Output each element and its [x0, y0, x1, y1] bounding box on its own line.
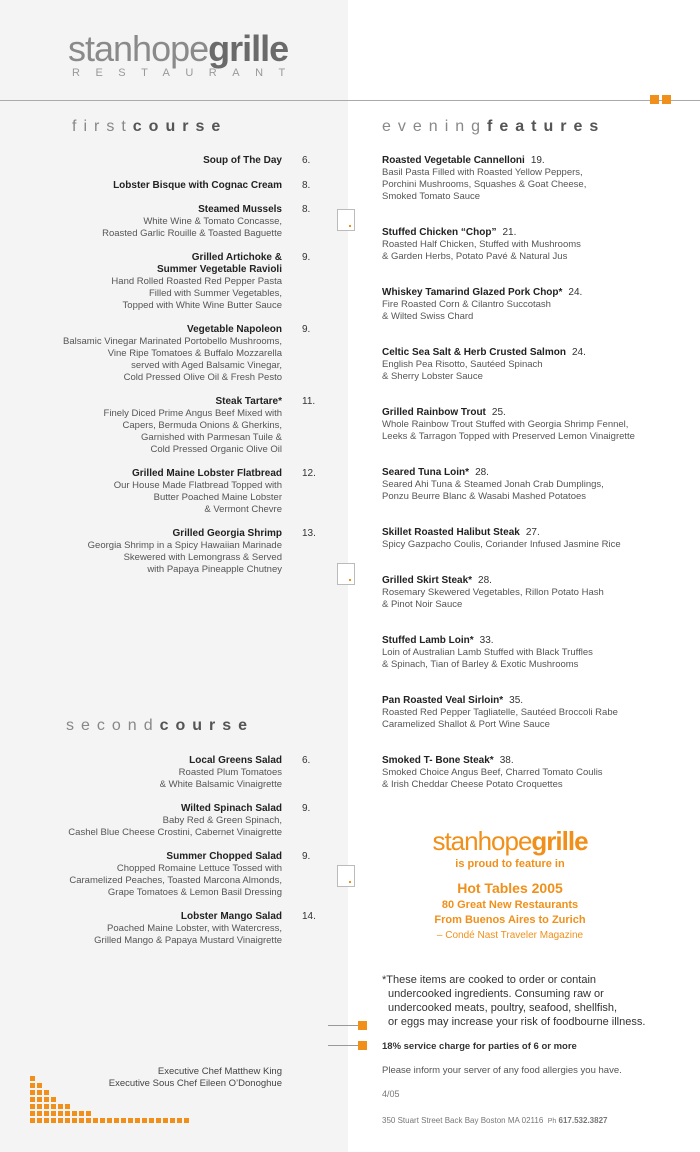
- bar-square-icon: [30, 1083, 35, 1088]
- item-name: Grilled Skirt Steak*: [382, 575, 473, 586]
- menu-item: [0, 755, 282, 791]
- second-course-heading: secondcourse: [66, 717, 255, 734]
- item-description: Balsamic Vinegar Marinated Portobello Mushrooms,: [63, 336, 282, 347]
- promo-source: – Condé Nast Traveler Magazine: [436, 930, 584, 941]
- item-title-line: [382, 287, 682, 299]
- item-price: 28.: [475, 467, 489, 478]
- item-price: 11.: [302, 396, 316, 407]
- item-description: with Papaya Pineapple Chutney: [147, 564, 282, 575]
- item-name: Summer Vegetable Ravioli: [156, 264, 282, 275]
- bar-square-icon: [177, 1118, 182, 1123]
- bar-square-icon: [86, 1118, 91, 1123]
- item-description: Finely Diced Prime Angus Beef Mixed with: [103, 408, 282, 419]
- item-name: Steak Tartare*: [215, 396, 282, 407]
- menu-item: [0, 396, 282, 456]
- feature-item: [382, 635, 682, 671]
- menu-item: [0, 528, 282, 576]
- bar-square-icon: [114, 1118, 119, 1123]
- item-description: Georgia Shrimp in a Spicy Hawaiian Marinade: [87, 540, 282, 551]
- item-name: Roasted Vegetable Cannelloni: [382, 155, 525, 166]
- item-title-line: [382, 155, 682, 167]
- executive-chef: Executive Chef Matthew King: [157, 1066, 282, 1077]
- item-description: Cold Pressed Organic Olive Oil: [150, 444, 282, 455]
- bar-square-icon: [30, 1097, 35, 1102]
- item-name: Vegetable Napoleon: [186, 324, 282, 335]
- promo-brand: stanhopegrille: [432, 826, 588, 856]
- bar-square-icon: [135, 1118, 140, 1123]
- item-price: 9.: [302, 851, 311, 862]
- item-price: 33.: [479, 635, 494, 646]
- item-description: Baby Red & Green Spinach,: [162, 815, 282, 826]
- item-name: Steamed Mussels: [198, 204, 282, 215]
- menu-item: [0, 911, 282, 947]
- menu-item: [0, 204, 282, 240]
- bar-square-icon: [30, 1104, 35, 1109]
- item-description: Basil Pasta Filled with Roasted Yellow Peppers,: [382, 167, 583, 178]
- bar-square-icon: [44, 1104, 49, 1109]
- item-name: Seared Tuna Loin*: [382, 467, 470, 478]
- feature-item: [382, 227, 682, 263]
- bar-square-icon: [37, 1118, 42, 1123]
- menu-item: [0, 324, 282, 384]
- item-description: & Sherry Lobster Sauce: [382, 371, 483, 382]
- feature-item: [382, 527, 682, 551]
- item-description: Hand Rolled Roasted Red Pepper Pasta: [111, 276, 282, 287]
- item-description: & Wilted Swiss Chard: [382, 311, 474, 322]
- bar-square-icon: [37, 1104, 42, 1109]
- item-name: Pan Roasted Veal Sirloin*: [382, 695, 504, 706]
- item-price: 14.: [302, 911, 316, 922]
- bar-square-icon: [30, 1118, 35, 1123]
- item-description: Garnished with Parmesan Tuile &: [141, 432, 282, 443]
- item-title-line: [382, 467, 682, 479]
- item-description: Loin of Australian Lamb Stuffed with Black Truffles: [382, 647, 593, 658]
- item-price: 8.: [302, 204, 311, 215]
- bar-square-icon: [37, 1097, 42, 1102]
- bar-square-icon: [37, 1090, 42, 1095]
- bar-square-icon: [72, 1111, 77, 1116]
- bar-square-icon: [100, 1118, 105, 1123]
- accent-line: [328, 1025, 358, 1026]
- item-price: 27.: [525, 527, 540, 538]
- item-description: Chopped Romaine Lettuce Tossed with: [116, 863, 282, 874]
- item-name: Stuffed Lamb Loin*: [382, 635, 474, 646]
- bar-square-icon: [65, 1104, 70, 1109]
- item-description: Smoked Tomato Sauce: [382, 191, 481, 202]
- accent-square-icon: [662, 95, 671, 104]
- bar-square-icon: [184, 1118, 189, 1123]
- bar-square-icon: [142, 1118, 147, 1123]
- allergy-note: Please inform your server of any food allergies you have.: [382, 1065, 622, 1076]
- brand-subtitle: RESTAURANT: [72, 67, 301, 79]
- bar-square-icon: [121, 1118, 126, 1123]
- first-course-heading: firstcourse: [72, 118, 228, 135]
- item-description: & Irish Cheddar Cheese Potato Croquettes: [382, 779, 563, 790]
- item-description: & Vermont Chevre: [204, 504, 282, 515]
- bar-square-icon: [44, 1118, 49, 1123]
- item-description: Roasted Red Pepper Tagliatelle, Sautéed Broccoli Rabe: [382, 707, 618, 718]
- feature-item: [382, 347, 682, 383]
- item-name: Skillet Roasted Halibut Steak: [382, 527, 520, 538]
- item-price: 13.: [302, 528, 316, 539]
- item-description: Caramelized Shallot & Port Wine Sauce: [382, 719, 550, 730]
- address: 350 Stuart Street Back Bay Boston MA 02116 Ph 617.532.3827: [382, 1116, 608, 1125]
- bar-square-icon: [65, 1111, 70, 1116]
- bar-square-icon: [44, 1090, 49, 1095]
- accent-square-icon: [358, 1041, 367, 1050]
- service-charge-note: 18% service charge for parties of 6 or more: [382, 1041, 577, 1052]
- item-description: White Wine & Tomato Concasse,: [143, 216, 282, 227]
- item-name: Grilled Georgia Shrimp: [172, 528, 282, 539]
- item-description: Grilled Mango & Papaya Mustard Vinaigrette: [94, 935, 282, 946]
- promo-line: is proud to feature in: [455, 858, 565, 870]
- marker-box: [337, 563, 355, 585]
- item-price: 24.: [568, 287, 583, 298]
- item-name: Wilted Spinach Salad: [180, 803, 282, 814]
- accent-line: [328, 1045, 358, 1046]
- warning-line: or eggs may increase your risk of foodbourne illness.: [388, 1016, 646, 1028]
- feature-item: [382, 755, 682, 791]
- item-description: Our House Made Flatbread Topped with: [113, 480, 282, 491]
- item-description: Filled with Summer Vegetables,: [148, 288, 282, 299]
- item-price: 12.: [302, 468, 316, 479]
- bar-square-icon: [58, 1118, 63, 1123]
- warning-line: *These items are cooked to order or contain: [382, 974, 597, 986]
- item-description: & White Balsamic Vinaigrette: [159, 779, 282, 790]
- item-description: Spicy Gazpacho Coulis, Coriander Infused Jasmine Rice: [382, 539, 621, 550]
- raw-food-warning: [382, 973, 682, 1029]
- bar-square-icon: [149, 1118, 154, 1123]
- left-panel: [0, 0, 348, 1152]
- item-description: Roasted Garlic Rouille & Toasted Baguette: [102, 228, 282, 239]
- bar-square-icon: [58, 1104, 63, 1109]
- marker-box: [337, 865, 355, 887]
- bar-square-icon: [107, 1118, 112, 1123]
- item-description: served with Aged Balsamic Vinegar,: [131, 360, 282, 371]
- marker-box: [337, 209, 355, 231]
- menu-item: [0, 803, 282, 839]
- evening-features-heading: eveningfeatures: [382, 118, 606, 135]
- feature-item: [382, 575, 682, 611]
- item-title-line: [382, 347, 682, 359]
- item-title-line: [382, 527, 682, 539]
- item-price: 25.: [491, 407, 506, 418]
- item-description: Poached Maine Lobster, with Watercress,: [107, 923, 282, 934]
- sous-chef: Executive Sous Chef Eileen O’Donoghue: [108, 1078, 282, 1089]
- item-name: Local Greens Salad: [189, 755, 282, 766]
- item-name: Lobster Bisque with Cognac Cream: [113, 180, 282, 191]
- item-description: Cashel Blue Cheese Crostini, Cabernet Vinaigrette: [68, 827, 282, 838]
- bar-square-icon: [72, 1118, 77, 1123]
- item-title-line: [382, 575, 682, 587]
- item-name: Whiskey Tamarind Glazed Pork Chop*: [382, 287, 563, 298]
- item-price: 6.: [302, 155, 311, 166]
- menu-item: [0, 468, 282, 516]
- menu-item: [0, 252, 282, 312]
- feature-item: [382, 695, 682, 731]
- feature-item: [382, 287, 682, 323]
- bar-square-icon: [30, 1076, 35, 1081]
- bar-square-icon: [58, 1111, 63, 1116]
- item-description: Porchini Mushrooms, Squashes & Goat Cheese,: [382, 179, 587, 190]
- brand-logo: stanhopegrille: [68, 28, 289, 69]
- item-name: Soup of The Day: [203, 155, 282, 166]
- bar-square-icon: [163, 1118, 168, 1123]
- accent-square-icon: [358, 1021, 367, 1030]
- item-description: Cold Pressed Olive Oil & Fresh Pesto: [123, 372, 282, 383]
- item-price: 9.: [302, 324, 311, 335]
- promo-title: Hot Tables 2005: [457, 880, 563, 896]
- item-price: 6.: [302, 755, 311, 766]
- item-price: 24.: [571, 347, 586, 358]
- item-price: 35.: [509, 695, 524, 706]
- warning-line: undercooked ingredients. Consuming raw or: [388, 988, 604, 1000]
- bar-square-icon: [51, 1111, 56, 1116]
- hot-tables-promo: [400, 826, 620, 941]
- bar-square-icon: [44, 1111, 49, 1116]
- item-description: Caramelized Peaches, Toasted Marcona Almonds,: [69, 875, 282, 886]
- item-description: Leeks & Tarragon Topped with Preserved Lemon Vinaigrette: [382, 431, 635, 442]
- feature-item: [382, 467, 682, 503]
- bar-square-icon: [30, 1111, 35, 1116]
- accent-square-icon: [650, 95, 659, 104]
- bar-square-icon: [51, 1104, 56, 1109]
- item-price: 38.: [499, 755, 514, 766]
- item-description: Butter Poached Maine Lobster: [153, 492, 282, 503]
- item-price: 9.: [302, 803, 311, 814]
- item-title-line: [382, 407, 682, 419]
- item-price: 28.: [478, 575, 492, 586]
- item-description: & Spinach, Tian of Barley & Exotic Mushrooms: [382, 659, 579, 670]
- item-description: Fire Roasted Corn & Cilantro Succotash: [382, 299, 551, 310]
- bar-square-icon: [44, 1097, 49, 1102]
- feature-item: [382, 407, 682, 443]
- bar-square-icon: [93, 1118, 98, 1123]
- item-description: Roasted Plum Tomatoes: [178, 767, 282, 778]
- item-description: Skewered with Lemongrass & Served: [123, 552, 282, 563]
- item-description: Topped with White Wine Butter Sauce: [122, 300, 282, 311]
- item-description: English Pea Risotto, Sautéed Spinach: [382, 359, 543, 370]
- bar-square-icon: [128, 1118, 133, 1123]
- bar-square-icon: [37, 1083, 42, 1088]
- item-name: Smoked T- Bone Steak*: [382, 755, 494, 766]
- item-title-line: [382, 635, 682, 647]
- item-name: Celtic Sea Salt & Herb Crusted Salmon: [382, 347, 566, 358]
- menu-item: [0, 180, 282, 192]
- item-price: 9.: [302, 252, 311, 263]
- bar-square-icon: [51, 1118, 56, 1123]
- bar-square-icon: [170, 1118, 175, 1123]
- bar-square-icon: [37, 1111, 42, 1116]
- item-description: Roasted Half Chicken, Stuffed with Mushrooms: [382, 239, 581, 250]
- feature-item: [382, 155, 682, 203]
- item-title-line: [382, 755, 682, 767]
- item-name: Grilled Maine Lobster Flatbread: [131, 468, 282, 479]
- item-description: Ponzu Beurre Blanc & Wasabi Mashed Potatoes: [382, 491, 587, 502]
- item-description: Smoked Choice Angus Beef, Charred Tomato Coulis: [382, 767, 603, 778]
- item-name: Grilled Rainbow Trout: [382, 407, 486, 418]
- item-price: 19.: [530, 155, 545, 166]
- item-name: Summer Chopped Salad: [166, 851, 282, 862]
- header-divider: [0, 100, 700, 101]
- item-description: Vine Ripe Tomatoes & Buffalo Mozzarella: [107, 348, 282, 359]
- item-description: & Pinot Noir Sauce: [382, 599, 463, 610]
- warning-line: undercooked meats, poultry, seafood, shellfish,: [388, 1002, 618, 1014]
- item-description: Grape Tomatoes & Lemon Basil Dressing: [107, 887, 282, 898]
- bar-square-icon: [65, 1118, 70, 1123]
- bar-square-icon: [51, 1097, 56, 1102]
- bar-square-icon: [79, 1111, 84, 1116]
- menu-item: [0, 851, 282, 899]
- item-description: Rosemary Skewered Vegetables, Rillon Potato Hash: [382, 587, 604, 598]
- menu-date: 4/05: [382, 1089, 400, 1099]
- item-title-line: [382, 695, 682, 707]
- bar-square-icon: [86, 1111, 91, 1116]
- item-name: Stuffed Chicken “Chop”: [382, 227, 497, 238]
- item-description: Whole Rainbow Trout Stuffed with Georgia Shrimp Fennel,: [382, 419, 629, 430]
- item-description: Seared Ahi Tuna & Steamed Jonah Crab Dumplings,: [382, 479, 604, 490]
- item-name: Lobster Mango Salad: [180, 911, 282, 922]
- item-price: 21.: [502, 227, 517, 238]
- promo-line: From Buenos Aires to Zurich: [434, 914, 586, 926]
- item-description: & Garden Herbs, Potato Pavé & Natural Jus: [382, 251, 568, 262]
- item-description: Capers, Bermuda Onions & Gherkins,: [122, 420, 282, 431]
- bar-square-icon: [156, 1118, 161, 1123]
- promo-line: 80 Great New Restaurants: [441, 899, 579, 911]
- bar-square-icon: [30, 1090, 35, 1095]
- menu-item: [0, 155, 282, 167]
- bar-square-icon: [79, 1118, 84, 1123]
- item-title-line: [382, 227, 682, 239]
- item-price: 8.: [302, 180, 311, 191]
- item-name: Grilled Artichoke &: [191, 252, 282, 263]
